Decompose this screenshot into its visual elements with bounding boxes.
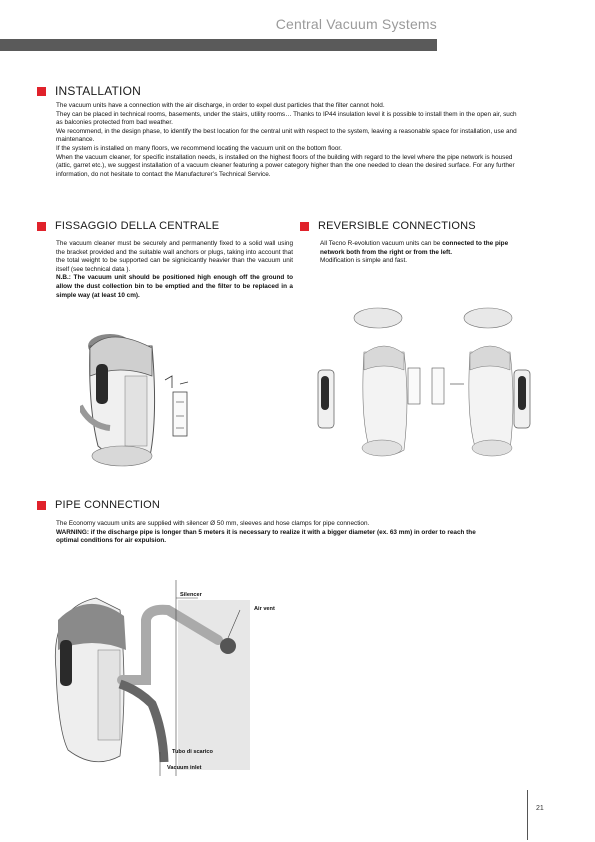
red-square-marker: [300, 222, 309, 231]
pipe-text: [56, 520, 496, 546]
reversible-heading: [300, 220, 476, 232]
air-vent-label: Air vent: [254, 606, 275, 612]
page-rule: [527, 790, 528, 840]
installation-line: The vacuum units have a connection with the air discharge, in order to expel dust particles that the filter cannot hold.: [56, 102, 385, 109]
page-number: 21: [536, 805, 544, 812]
vacuum-mounting-illustration: [80, 316, 230, 476]
installation-heading: [37, 84, 141, 98]
installation-text: [56, 102, 520, 179]
installation-line: If the system is installed on many floors, we recommend locating the vacuum unit on the bottom floor.: [56, 144, 342, 152]
installation-title: INSTALLATION: [55, 84, 141, 98]
reversible-text-normal: All Tecno R-evolution vacuum units can be: [320, 240, 443, 247]
reversible-title: REVERSIBLE CONNECTIONS: [318, 220, 476, 232]
reversible-connections-illustration: [308, 300, 532, 470]
header-title: Central Vacuum Systems: [275, 16, 437, 32]
red-square-marker: [37, 222, 46, 231]
pipe-heading: [37, 499, 160, 511]
reversible-text-tail: Modification is simple and fast.: [320, 257, 408, 265]
pipe-body: The Economy vacuum units are supplied with silencer Ø 50 mm, sleeves and hose clamps for pipe connection.: [56, 520, 370, 527]
installation-line: When the vacuum cleaner, for specific installation needs, is installed on the highest floors of the building with regard to the level where the pipe network is housed (attic, garret etc.), we suggest installation of a vacuum cleaner featuring a power category higher than the one needed to clean the desired surface. For any further information, do not hesitate to contact the Manufacturer’s Technical Service.: [56, 153, 515, 178]
fissaggio-text: [56, 240, 293, 300]
tubo-label: Tubo di scarico: [172, 749, 213, 755]
fissaggio-note: N.B.: The vacuum unit should be positioned high enough off the ground to allow the dust collection bin to be emptied and the filter to be replaced in a simple way (at least 10 cm).: [56, 274, 293, 299]
fissaggio-heading: [37, 220, 219, 232]
installation-line: We recommend, in the design phase, to identify the best location for the central unit with respect to the system, leaving a reasonable space for installation, use and maintenance.: [56, 127, 517, 144]
fissaggio-title: FISSAGGIO DELLA CENTRALE: [55, 220, 220, 232]
red-square-marker: [37, 501, 46, 510]
header-bar: [0, 39, 437, 51]
fissaggio-body: The vacuum cleaner must be securely and permanently fixed to a solid wall using the bracket provided and the suitable wall anchors or plugs, taking into account that the total weight to be supported can be signicicantly heavier than the vacuum unit itself (see technical data ).: [56, 240, 293, 273]
reversible-text-bold: connected to the pipe network both from the right or from the left.: [320, 240, 509, 256]
pipe-warning: WARNING: if the discharge pipe is longer than 5 meters it is necessary to realize it with a bigger diameter (ex. 63 mm) in order to reach the optimal conditions for air expulsion.: [56, 528, 476, 545]
silencer-label: Silencer: [180, 592, 202, 598]
reversible-text: [320, 240, 522, 266]
installation-line: They can be placed in technical rooms, basements, under the stairs, utility rooms… Thanks to IP44 insulation level it is possible to install them in the open air, such as balconies protected from bad weather.: [56, 110, 517, 127]
vacuum-inlet-label: Vacuum inlet: [167, 765, 202, 771]
red-square-marker: [37, 87, 46, 96]
pipe-title: PIPE CONNECTION: [55, 499, 161, 511]
